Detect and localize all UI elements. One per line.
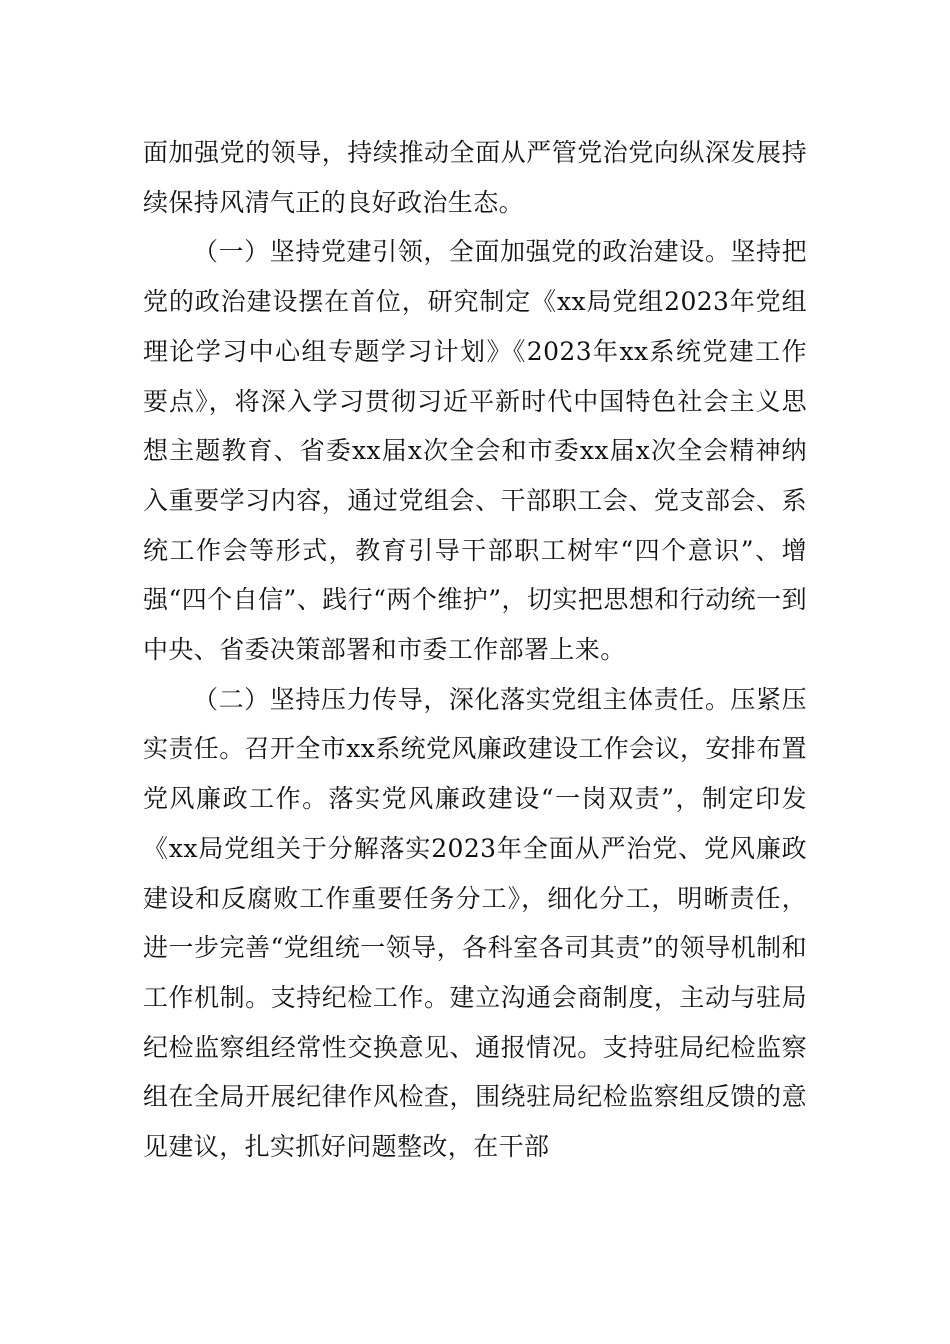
paragraph-political-building: （一）坚持党建引领，全面加强党的政治建设。坚持把党的政治建设摆在首位，研究制定《xx局党组2023年党组理论学习中心组专题学习计划》《2023年xx系统党建工作要点》，将深入学习贯彻习近平新时代中国特色社会主义思想主题教育、省委xx届x次全会和市委xx届x次全会精神纳入重要学习内容，通过党组会、干部职工会、党支部会、系统工作会等形式，教育引导干部职工树牢“四个意识”、增强“四个自信”、践行“两个维护”，切实把思想和行动统一到中央、省委决策部署和市委工作部署上来。	[143, 237, 807, 665]
paragraph-continuation: 面加强党的领导，持续推动全面从严管党治党向纵深发展持续保持风清气正的良好政治生态。	[143, 138, 807, 217]
paragraph-responsibility: （二）坚持压力传导，深化落实党组主体责任。压紧压实责任。召开全市xx系统党风廉政建设工作会议，安排布置党风廉政工作。落实党风廉政建设“一岗双责”，制定印发《xx局党组关于分解落实2023年全面从严治党、党风廉政建设和反腐败工作重要任务分工》，细化分工，明晰责任，进一步完善“党组统一领导，各科室各司其责”的领导机制和工作机制。支持纪检工作。建立沟通会商制度，主动与驻局纪检监察组经常性交换意见、通报情况。支持驻局纪检监察组在全局开展纪律作风检查，围绕驻局纪检监察组反馈的意见建议，扎实抓好问题整改，在干部	[143, 684, 808, 1162]
document-body	[143, 128, 807, 1172]
